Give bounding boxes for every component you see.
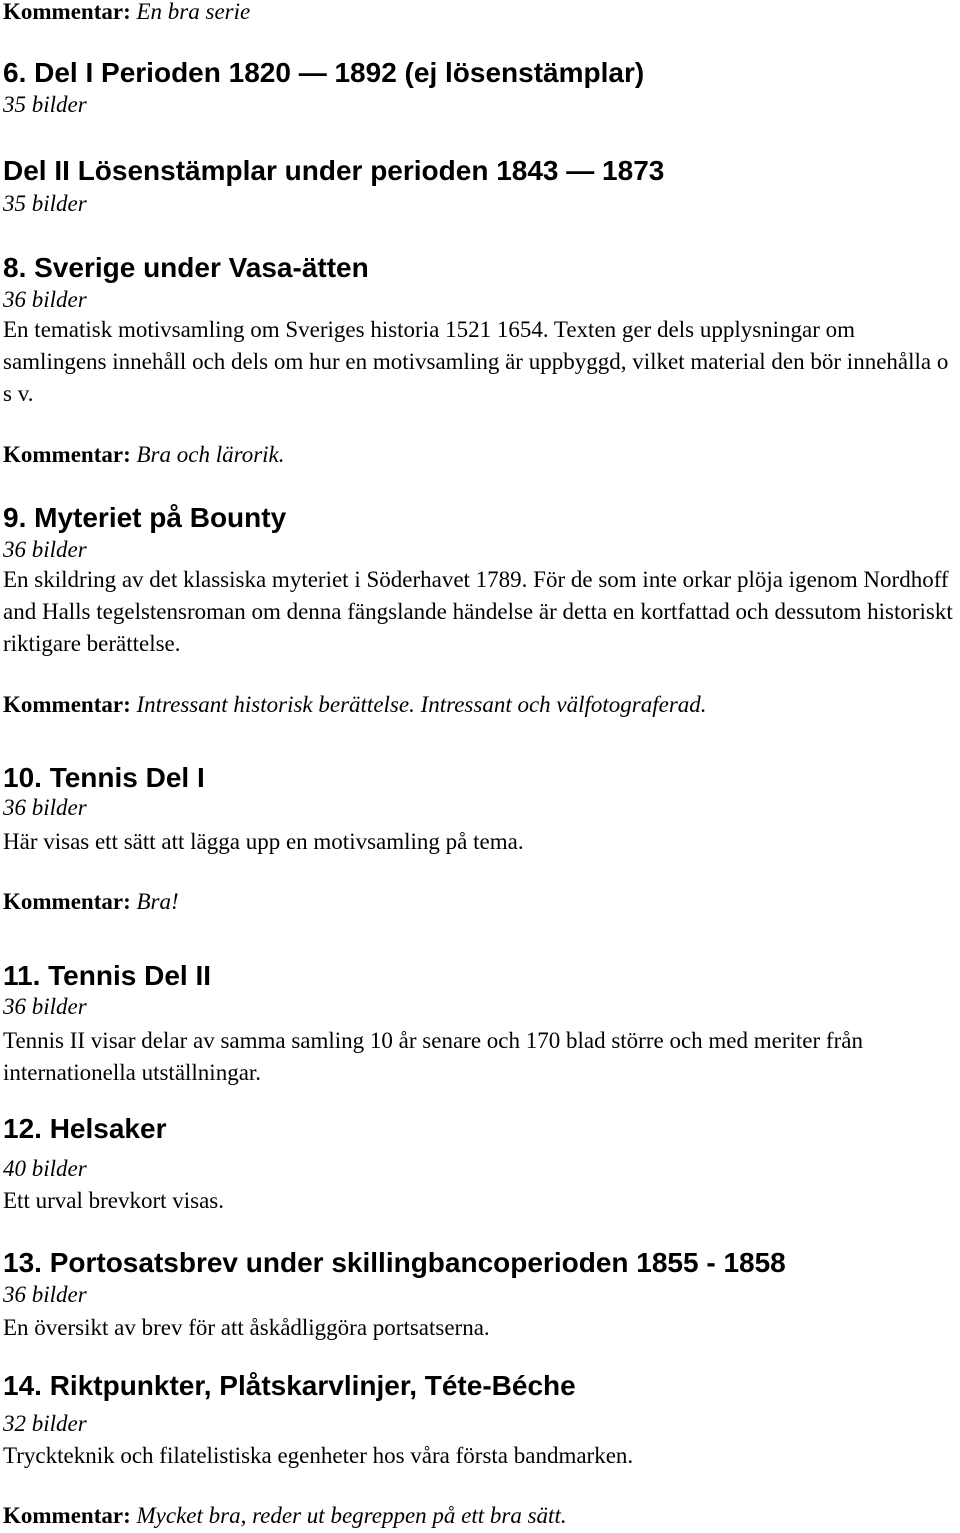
entry-title: Del II Lösenstämplar under perioden 1843 — 1873 xyxy=(3,155,665,186)
entry-count: 36 bilder xyxy=(3,795,87,820)
entry-count: 32 bilder xyxy=(3,1411,87,1436)
comment-text: En bra serie xyxy=(136,0,251,24)
entry-title: 11. Tennis Del II xyxy=(3,960,212,991)
comment-label: Kommentar: xyxy=(3,692,131,717)
entry-title: 9. Myteriet på Bounty xyxy=(3,502,287,533)
entry-description: Här visas ett sätt att lägga upp en motivsamling på tema. xyxy=(3,829,524,854)
comment-text: Mycket bra, reder ut begreppen på ett bra sätt. xyxy=(136,1503,567,1528)
entry-title: 13. Portosatsbrev under skillingbancoperioden 1855 - 1858 xyxy=(3,1247,786,1278)
entry-description: En tematisk motivsamling om Sveriges historia 1521 1654. Texten ger dels upplysningar om samlingens innehåll och dels om hur en motivsamling är uppbyggd, vilket material den bör innehålla o s v. xyxy=(3,317,949,406)
comment-label: Kommentar: xyxy=(3,442,131,467)
entry-title: 8. Sverige under Vasa-ätten xyxy=(3,252,369,283)
entry-count: 40 bilder xyxy=(3,1156,87,1181)
comment-label: Kommentar: xyxy=(3,0,131,24)
entry-count: 36 bilder xyxy=(3,1282,87,1307)
comment-label: Kommentar: xyxy=(3,1503,131,1528)
top-comment xyxy=(3,0,250,27)
entry-title: 12. Helsaker xyxy=(3,1113,167,1144)
entry-title: 6. Del I Perioden 1820 — 1892 (ej lösenstämplar) xyxy=(3,57,645,88)
entry-description: Tryckteknik och filatelistiska egenheter hos våra första bandmarken. xyxy=(3,1443,634,1468)
entry-count: 35 bilder xyxy=(3,92,87,117)
entry-comment xyxy=(3,690,707,720)
entry-title: 14. Riktpunkter, Plåtskarvlinjer, Téte-Béche xyxy=(3,1370,576,1401)
comment-label: Kommentar: xyxy=(3,889,131,914)
entry-description: Tennis II visar delar av samma samling 10 år senare och 170 blad större och med meriter från internationella utställningar. xyxy=(3,1028,863,1085)
entry-comment xyxy=(3,1501,567,1531)
entry-count: 35 bilder xyxy=(3,191,87,216)
entry-comment xyxy=(3,887,179,917)
comment-text: Bra och lärorik. xyxy=(136,442,285,467)
entry-count: 36 bilder xyxy=(3,994,87,1019)
entry-count: 36 bilder xyxy=(3,537,87,562)
comment-text: Bra! xyxy=(136,889,179,914)
entry-count: 36 bilder xyxy=(3,287,87,312)
comment-text: Intressant historisk berättelse. Intressant och välfotograferad. xyxy=(136,692,707,717)
entry-description: Ett urval brevkort visas. xyxy=(3,1188,225,1213)
entry-description: En översikt av brev för att åskådliggöra portsatserna. xyxy=(3,1315,490,1340)
entry-title: 10. Tennis Del I xyxy=(3,762,205,793)
entry-description: En skildring av det klassiska myteriet i Söderhavet 1789. För de som inte orkar plöja igenom Nordhoff and Halls tegelstensroman om denna fängslande händelse är detta en kortfattad och dessutom historiskt riktigare berättelse. xyxy=(3,567,953,656)
entry-comment xyxy=(3,440,285,470)
